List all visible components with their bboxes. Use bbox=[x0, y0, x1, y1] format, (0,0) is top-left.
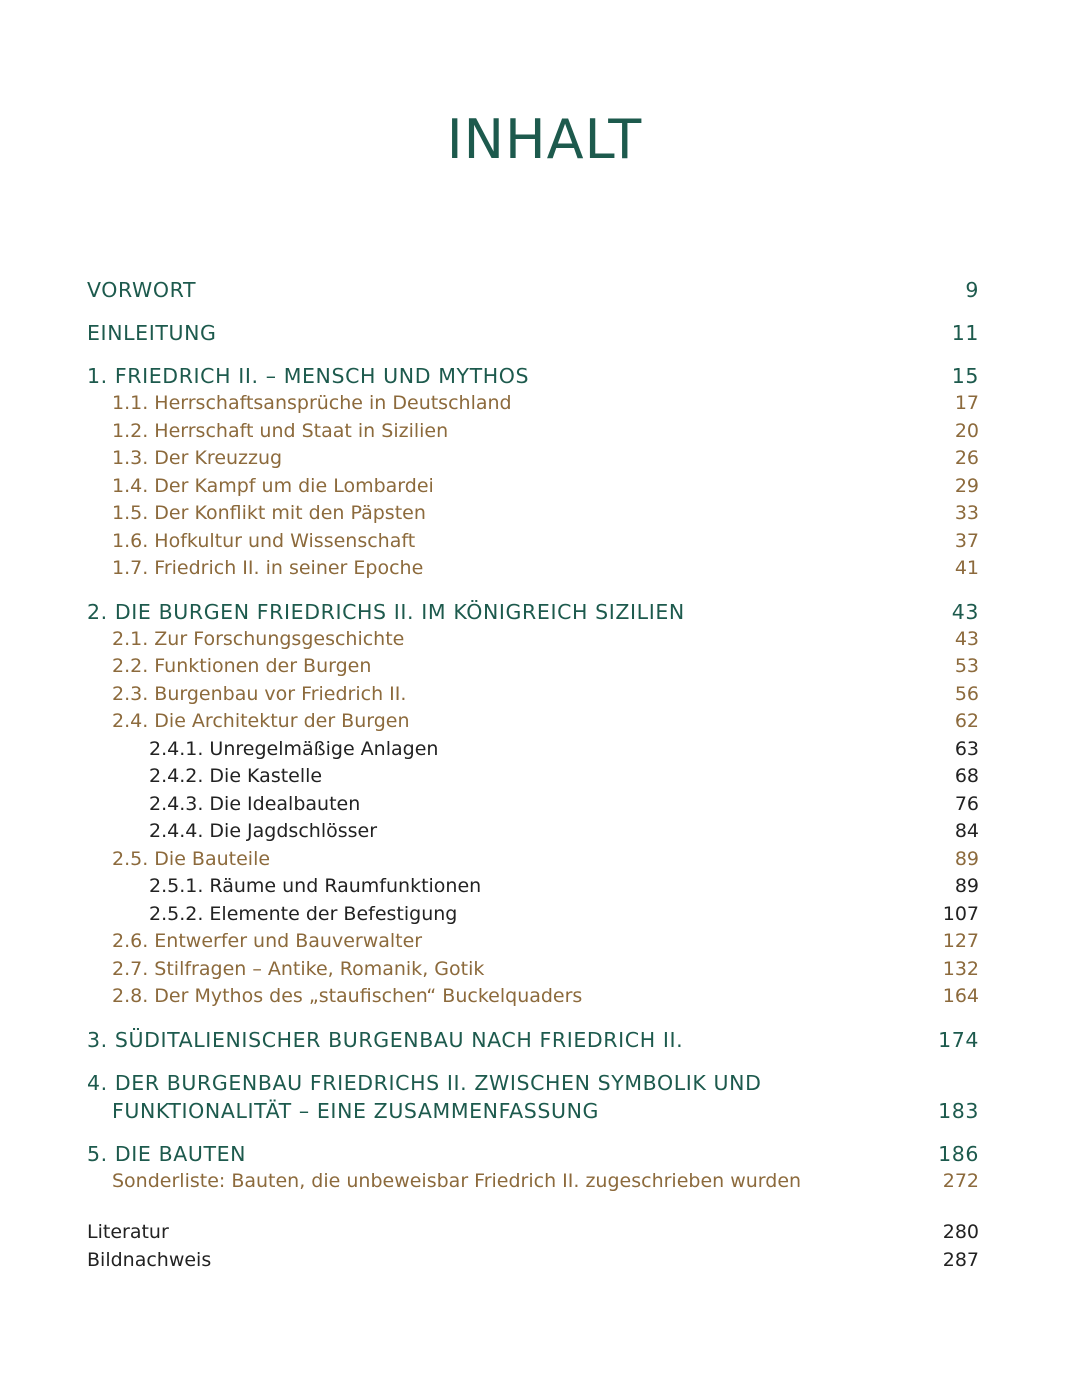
toc-entry-page: 33 bbox=[954, 502, 979, 524]
toc-entry-label: 2.4.1. Unregelmäßige Anlagen bbox=[149, 737, 439, 760]
toc-entry-page: 29 bbox=[954, 474, 979, 497]
toc-section-2-4[interactable] bbox=[87, 708, 979, 736]
toc-entry-page: 132 bbox=[942, 957, 979, 980]
toc-entry-label: Literatur bbox=[87, 1221, 169, 1243]
toc-entry-page: 56 bbox=[954, 682, 979, 705]
toc-section-2-6[interactable] bbox=[87, 928, 979, 956]
toc-entry-page: 107 bbox=[942, 902, 979, 925]
toc-section-2-8[interactable] bbox=[87, 983, 979, 1011]
toc-section-1-3[interactable] bbox=[87, 445, 979, 473]
toc-entry-page: 53 bbox=[954, 655, 979, 677]
toc-entry-label: 2.4.3. Die Idealbauten bbox=[149, 792, 361, 815]
toc-entry-page: 11 bbox=[951, 321, 979, 345]
toc-entry-einleitung[interactable] bbox=[87, 319, 979, 347]
toc-entry-label: 2.5. Die Bauteile bbox=[112, 847, 271, 870]
toc-entry-page: 63 bbox=[954, 737, 979, 760]
toc-entry-label: 2.6. Entwerfer und Bauverwalter bbox=[112, 930, 423, 952]
toc-entry-page: 43 bbox=[954, 627, 979, 650]
toc-entry-page: 43 bbox=[951, 599, 979, 624]
toc-entry-label: 2.4.2. Die Kastelle bbox=[149, 765, 323, 787]
toc-entry-label: 2.7. Stilfragen – Antike, Romanik, Gotik bbox=[112, 957, 485, 980]
toc-entry-vorwort[interactable] bbox=[87, 276, 979, 304]
toc-entry-page: 280 bbox=[942, 1221, 979, 1243]
toc-entry-label: 1. FRIEDRICH II. – MENSCH UND MYTHOS bbox=[87, 364, 530, 388]
toc-entry-page: 183 bbox=[938, 1098, 979, 1123]
toc-subsection-2-5-2[interactable] bbox=[87, 901, 979, 929]
toc-section-2-5[interactable] bbox=[87, 846, 979, 874]
toc-subsection-2-4-4[interactable] bbox=[87, 818, 979, 846]
toc-entry-label: 2.5.1. Räume und Raumfunktionen bbox=[149, 875, 482, 897]
toc-entry-label-line-2: FUNKTIONALITÄT – EINE ZUSAMMENFASSUNG bbox=[112, 1098, 599, 1123]
toc-entry-label: 2. DIE BURGEN FRIEDRICHS II. IM KÖNIGREICH SIZILIEN bbox=[87, 599, 685, 624]
toc-entry-page: 62 bbox=[954, 710, 979, 732]
toc-entry-label: 2.4.4. Die Jagdschlösser bbox=[149, 820, 378, 842]
toc-entry-page: 127 bbox=[942, 930, 979, 952]
toc-subsection-2-4-1[interactable] bbox=[87, 736, 979, 764]
toc-entry-label: 2.1. Zur Forschungsgeschichte bbox=[112, 627, 405, 650]
toc-section-2-1[interactable] bbox=[87, 626, 979, 654]
toc-chapter-5[interactable] bbox=[87, 1140, 979, 1168]
toc-entry-label: 5. DIE BAUTEN bbox=[87, 1141, 247, 1166]
toc-section-1-2[interactable] bbox=[87, 418, 979, 446]
toc-entry-page: 287 bbox=[942, 1248, 979, 1271]
toc-entry-label: Bildnachweis bbox=[87, 1248, 212, 1271]
toc-entry-page: 89 bbox=[954, 847, 979, 870]
toc-entry-label: 2.4. Die Architektur der Burgen bbox=[112, 710, 410, 732]
toc-section-sonderliste[interactable] bbox=[87, 1168, 979, 1196]
toc-entry-page: 17 bbox=[954, 392, 979, 414]
toc-chapter-3[interactable] bbox=[87, 1026, 979, 1054]
toc-entry-label: 1.4. Der Kampf um die Lombardei bbox=[112, 474, 434, 497]
toc-subsection-2-4-3[interactable] bbox=[87, 791, 979, 819]
toc-entry-literatur[interactable] bbox=[87, 1219, 979, 1247]
toc-entry-page: 272 bbox=[942, 1169, 979, 1192]
toc-section-1-4[interactable] bbox=[87, 473, 979, 501]
toc-entry-page: 186 bbox=[938, 1141, 979, 1166]
toc-entry-page: 9 bbox=[965, 278, 979, 302]
toc-entry-page: 41 bbox=[954, 557, 979, 579]
toc-chapter-1[interactable] bbox=[87, 362, 979, 390]
toc-entry-label: 1.5. Der Konflikt mit den Päpsten bbox=[112, 502, 426, 524]
toc-section-2-2[interactable] bbox=[87, 653, 979, 681]
toc-entry-label: 1.6. Hofkultur und Wissenschaft bbox=[112, 529, 416, 552]
toc-entry-label: EINLEITUNG bbox=[87, 321, 217, 345]
toc-entry-page: 76 bbox=[954, 792, 979, 815]
page-title: INHALT bbox=[446, 108, 643, 171]
toc-entry-label: 1.1. Herrschaftsansprüche in Deutschland bbox=[112, 392, 512, 414]
toc-entry-label: 2.3. Burgenbau vor Friedrich II. bbox=[112, 682, 407, 705]
toc-entry-page: 26 bbox=[954, 447, 979, 469]
toc-section-1-6[interactable] bbox=[87, 528, 979, 556]
toc-entry-page: 20 bbox=[954, 419, 979, 442]
toc-chapter-4[interactable] bbox=[87, 1069, 979, 1125]
toc-section-1-7[interactable] bbox=[87, 555, 979, 583]
toc-entry-label: 1.3. Der Kreuzzug bbox=[112, 447, 283, 469]
toc-section-2-3[interactable] bbox=[87, 681, 979, 709]
toc-section-1-5[interactable] bbox=[87, 500, 979, 528]
toc-entry-label: Sonderliste: Bauten, die unbeweisbar Friedrich II. zugeschrieben wurden bbox=[112, 1169, 802, 1192]
toc-entry-label: 1.7. Friedrich II. in seiner Epoche bbox=[112, 557, 424, 579]
toc-entry-page: 15 bbox=[951, 364, 979, 388]
toc-entry-page: 164 bbox=[942, 985, 979, 1007]
toc-entry-page: 174 bbox=[938, 1027, 979, 1052]
toc-entry-label: 1.2. Herrschaft und Staat in Sizilien bbox=[112, 419, 449, 442]
toc-section-1-1[interactable] bbox=[87, 390, 979, 418]
toc-entry-label: 2.5.2. Elemente der Befestigung bbox=[149, 902, 458, 925]
toc-entry-page: 37 bbox=[954, 529, 979, 552]
toc-chapter-2[interactable] bbox=[87, 598, 979, 626]
toc-entry-page: 89 bbox=[954, 875, 979, 897]
toc-entry-page: 68 bbox=[954, 765, 979, 787]
toc-entry-bildnachweis[interactable] bbox=[87, 1247, 979, 1275]
toc-subsection-2-4-2[interactable] bbox=[87, 763, 979, 791]
toc-entry-label: 2.2. Funktionen der Burgen bbox=[112, 655, 372, 677]
toc-entry-label-line-1: 4. DER BURGENBAU FRIEDRICHS II. ZWISCHEN SYMBOLIK UND bbox=[87, 1070, 762, 1095]
toc-subsection-2-5-1[interactable] bbox=[87, 873, 979, 901]
toc-entry-label: VORWORT bbox=[87, 278, 197, 302]
toc-section-2-7[interactable] bbox=[87, 956, 979, 984]
toc-entry-label: 2.8. Der Mythos des „staufischen“ Buckelquaders bbox=[112, 985, 583, 1007]
toc-entry-page: 84 bbox=[954, 820, 979, 842]
table-of-contents bbox=[87, 276, 979, 1274]
toc-entry-label: 3. SÜDITALIENISCHER BURGENBAU NACH FRIEDRICH II. bbox=[87, 1027, 684, 1052]
